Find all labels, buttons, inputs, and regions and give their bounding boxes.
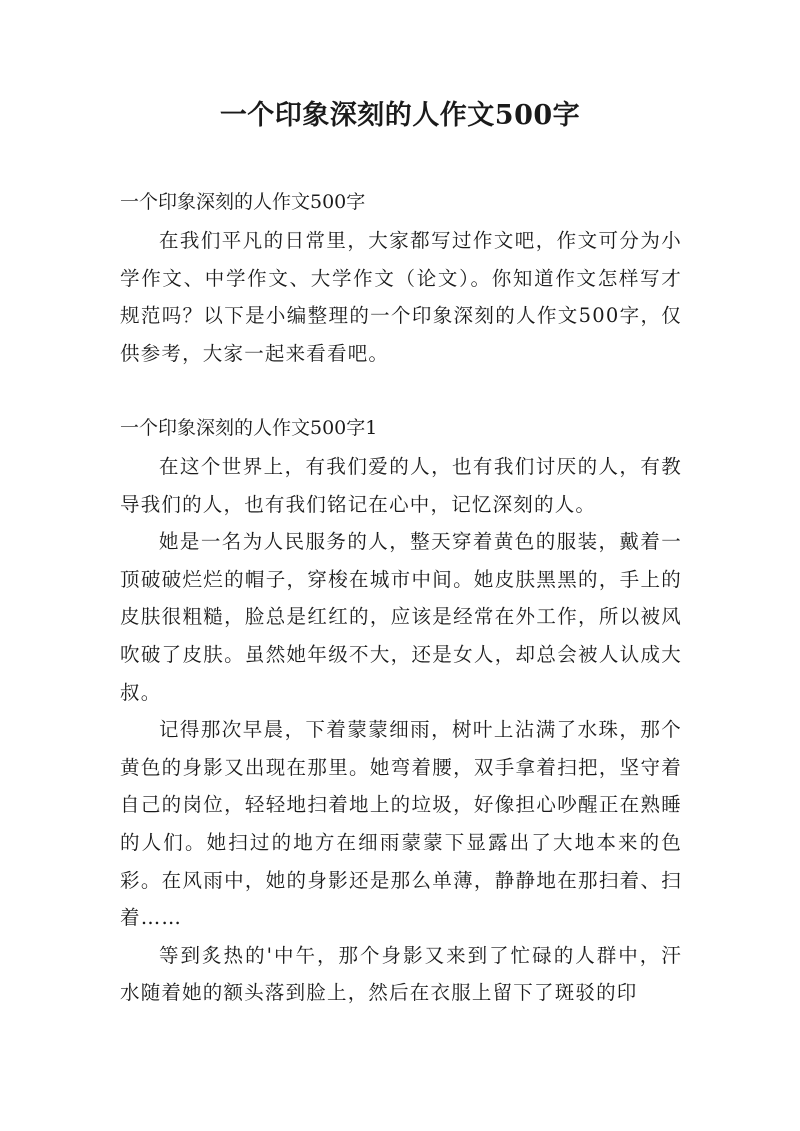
document-title: 一个印象深刻的人作文500字 [219,100,581,131]
essay-body [120,448,682,1012]
essay-paragraph-4: 等到炙热的'中午，那个身影又来到了忙碌的人群中，汗水随着她的额头落到脸上，然后在衣服上留下了斑驳的印 [120,943,682,1005]
essay-paragraph-3: 记得那次早晨，下着蒙蒙细雨，树叶上沾满了水珠，那个黄色的身影又出现在那里。她弯着腰，双手拿着扫把，坚守着自己的岗位，轻轻地扫着地上的垃圾，好像担心吵醒正在熟睡的人们。她扫过的地方在细雨蒙蒙下显露出了大地本来的色彩。在风雨中，她的身影还是那么单薄，静静地在那扫着、扫着…… [120,718,682,930]
essay-paragraph-2: 她是一名为人民服务的人，整天穿着黄色的服装，戴着一顶破破烂烂的帽子，穿梭在城市中间。她皮肤黑黑的，手上的皮肤很粗糙，脸总是红红的，应该是经常在外工作，所以被风吹破了皮肤。虽然她年级不大，还是女人，却总会被人认成大叔。 [120,530,682,704]
intro-heading: 一个印象深刻的人作文500字 [120,191,366,213]
intro-paragraph: 在我们平凡的日常里，大家都写过作文吧，作文可分为小学作文、中学作文、大学作文（论文）。你知道作文怎样写才规范吗？以下是小编整理的一个印象深刻的人作文500字，仅供参考，大家一起来看看吧。 [120,229,682,365]
essay-paragraph-1: 在这个世界上，有我们爱的人，也有我们讨厌的人，有教导我们的人，也有我们铭记在心中，记忆深刻的人。 [120,455,682,516]
intro-section [120,222,682,372]
essay-heading: 一个印象深刻的人作文500字1 [120,417,378,439]
